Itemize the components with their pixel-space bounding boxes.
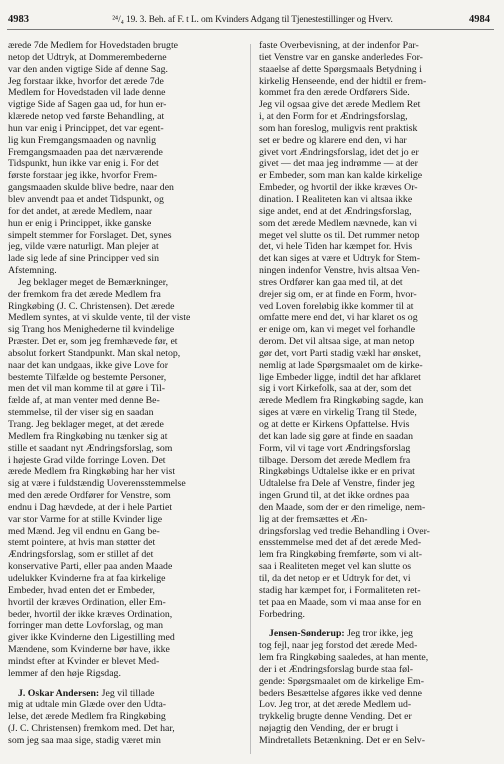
line-text: kirkelig Henseende, end der hidtil er frem- bbox=[259, 75, 427, 87]
text-line bbox=[259, 182, 497, 194]
text-line bbox=[259, 688, 497, 700]
line-text: Fremgangsmaaden paa det nærværende bbox=[8, 146, 163, 158]
right-paragraph-1 bbox=[259, 40, 497, 620]
text-line bbox=[259, 312, 497, 324]
text-line bbox=[8, 265, 246, 277]
line-text: givet vort Ændringsforslag, idet det jo er bbox=[259, 146, 419, 158]
line-text: tet paa en Maade, som vi maa anse for en bbox=[259, 596, 422, 608]
text-line bbox=[259, 537, 497, 549]
line-text: stille et saadant nyt Ændringsforslag, som bbox=[8, 442, 173, 454]
line-text: nemlig at lade Spørgsmaalet om de kirke- bbox=[259, 359, 423, 371]
text-line bbox=[8, 87, 246, 99]
text-line bbox=[259, 549, 497, 561]
text-line bbox=[259, 324, 497, 336]
line-text: ingen Grund til, at det ikke ordnes paa bbox=[259, 490, 410, 502]
text-line bbox=[8, 111, 246, 123]
line-text: tilbage. Dersom det ærede Medlem fra bbox=[259, 454, 411, 466]
line-text: staaelse af dette Spørgsmaals Betydning i bbox=[259, 63, 422, 75]
line-text: jeg, vilde være naturligt. Man plejer at bbox=[8, 241, 159, 253]
header-rule bbox=[7, 29, 494, 30]
line-text: beders Besættelse afgøres ikke ved denne bbox=[259, 687, 422, 699]
text-line bbox=[259, 170, 497, 182]
line-text: Medlem syntes, at vi skulde vente, til der viste bbox=[8, 312, 191, 324]
page-number-left: 4983 bbox=[8, 14, 29, 25]
line-text: dination. I Realiteten kan vi altsaa ikke bbox=[259, 193, 413, 205]
text-line bbox=[8, 158, 246, 170]
line-text: Embeder, hvad enten det er Embeder, bbox=[8, 584, 155, 596]
text-line bbox=[259, 147, 497, 159]
line-text: sig i vort Kirkefolk, saa at der, som det bbox=[259, 383, 412, 395]
line-text: Lov. Jeg tror, at det ærede Medlem ud- bbox=[259, 699, 412, 711]
line-text: som det ærede Medlem nævnede, kan vi bbox=[259, 217, 418, 229]
line-text: fælde af, at man venter med denne Be- bbox=[8, 395, 160, 407]
running-title: ²⁴/₄ 19. 3. Beh. af F. t L. om Kvinders Adgang til Tjenestestillinger og Hverv. bbox=[112, 15, 393, 25]
line-text: var den anden vigtige Side af denne Sag. bbox=[8, 63, 168, 75]
text-line bbox=[259, 336, 497, 348]
text-line bbox=[8, 395, 246, 407]
text-line bbox=[259, 253, 497, 265]
text-line bbox=[259, 407, 497, 419]
line-text: absolut forkert Standpunkt. Man skal netop, bbox=[8, 347, 181, 359]
text-line bbox=[8, 135, 246, 147]
text-line bbox=[259, 478, 497, 490]
text-line bbox=[259, 597, 497, 609]
line-text: sige andet, end at det Ændringsforslag, bbox=[259, 205, 412, 217]
text-line bbox=[8, 123, 246, 135]
text-line bbox=[8, 620, 246, 632]
left-column bbox=[8, 40, 246, 747]
text-line bbox=[259, 123, 497, 135]
line-text: Udtalelse fra Dele af Venstre, finder jeg bbox=[259, 478, 415, 490]
line-text: naar det kan undgaas, ikke give Love for bbox=[8, 359, 168, 371]
line-text: Medlem for Hovedstaden vil lade denne bbox=[8, 87, 166, 99]
line-text: Mændene, som Kvinderne bør have, ikke bbox=[8, 644, 170, 656]
line-text: Præster. Det er, som jeg fremhævede før, et bbox=[8, 336, 178, 348]
text-line bbox=[259, 194, 497, 206]
text-line bbox=[259, 723, 497, 735]
text-line bbox=[259, 526, 497, 538]
line-text: lem fra Ringkøbing fremførte, som vi alt- bbox=[259, 549, 422, 561]
line-text: lemmer af den høje Rigsdag. bbox=[8, 667, 121, 679]
text-line bbox=[259, 360, 497, 372]
line-text: Medlem fra Ringkøbing nu tænker sig at bbox=[8, 430, 168, 442]
text-line bbox=[8, 277, 246, 289]
line-text: meget vel slutte os til. Det rummer netop bbox=[259, 229, 420, 241]
text-line bbox=[8, 289, 246, 301]
line-text: siges at være en virkelig Trang til Stede, bbox=[259, 407, 417, 419]
line-text: ensstemmelse med det af det ærede Med- bbox=[259, 537, 422, 549]
line-text: for det andet, at ærede Medlem, naar bbox=[8, 205, 153, 217]
text-line bbox=[259, 372, 497, 384]
text-line bbox=[259, 135, 497, 147]
text-line bbox=[259, 628, 497, 640]
text-line bbox=[8, 372, 246, 384]
line-text: Jeg vil ogsaa give det ærede Medlem Ret bbox=[259, 99, 421, 111]
line-text: dringsforslag ved tredie Behandling i Over- bbox=[259, 525, 430, 537]
line-text: trykkelig brugte denne Vending. Det er bbox=[259, 711, 412, 723]
line-text: kommet fra den ærede Ordførers Side. bbox=[259, 87, 410, 99]
text-line bbox=[8, 76, 246, 88]
text-line bbox=[8, 632, 246, 644]
text-line bbox=[259, 383, 497, 395]
line-text: Trang. Jeg beklager meget, at det ærede bbox=[8, 419, 164, 430]
line-text: Jeg vil tillade bbox=[99, 687, 155, 699]
line-text: der i et Ændringsforslag burde staa føl- bbox=[259, 663, 413, 675]
line-text: Ringkøbings Udtalelse ikke er en privat bbox=[259, 466, 415, 478]
text-line bbox=[8, 170, 246, 182]
text-line bbox=[259, 585, 497, 597]
line-text: lelse, det ærede Medlem fra Ringkøbing bbox=[8, 711, 166, 723]
line-text: tiet Venstre var en ganske anderledes For- bbox=[259, 51, 423, 63]
text-line bbox=[8, 64, 246, 76]
text-line bbox=[259, 87, 497, 99]
line-text: det kan siges at være et Udtryk for Stem- bbox=[259, 253, 421, 265]
text-line bbox=[8, 656, 246, 668]
text-line bbox=[259, 466, 497, 478]
line-text: som han foreslog, muligvis rent praktisk bbox=[259, 122, 418, 134]
text-line bbox=[8, 514, 246, 526]
page-number-right: 4984 bbox=[469, 14, 490, 25]
line-text: Ringkøbing (J. C. Christensen). Det ærede bbox=[8, 300, 175, 312]
line-text: vigtige Side af Sagen gaa ud, for hun er- bbox=[8, 99, 167, 111]
line-text: stres Ordfører kan gaa med til, at det bbox=[259, 276, 403, 288]
text-line bbox=[8, 40, 246, 52]
line-text: lige Embeder ligge, indtil det har afklaret bbox=[259, 371, 421, 383]
text-line bbox=[8, 585, 246, 597]
line-text: det kan lade sig gøre at finde en saadan bbox=[259, 430, 413, 442]
line-text: men det vil man komme til at gøre i Til- bbox=[8, 383, 166, 395]
line-text: mig at udtale min Glæde over den Udta- bbox=[8, 699, 167, 711]
text-line bbox=[8, 711, 246, 723]
text-line bbox=[8, 99, 246, 111]
line-text: faste Overbevisning, at der indenfor Par- bbox=[259, 40, 419, 51]
line-text: ærede Medlem fra Ringkøbing har her vist bbox=[8, 466, 176, 478]
text-line bbox=[8, 526, 246, 538]
line-text: Jeg forstaar ikke, hvorfor det ærede 7de bbox=[8, 75, 164, 87]
text-line bbox=[8, 735, 246, 747]
line-text: gangsmaaden skulde blive bedre, naar den bbox=[8, 182, 174, 194]
line-text: lem fra Ringkøbing saaledes, at han mente, bbox=[259, 652, 429, 664]
text-line bbox=[259, 64, 497, 76]
text-line bbox=[8, 312, 246, 324]
text-line bbox=[8, 609, 246, 621]
text-line bbox=[259, 289, 497, 301]
line-text: drejer sig om, er at finde en Form, hvor- bbox=[259, 288, 417, 300]
text-line bbox=[259, 99, 497, 111]
line-text: set er bedre og klarere end den, vi har bbox=[259, 134, 407, 146]
left-paragraph-3 bbox=[8, 688, 246, 747]
left-paragraph-1 bbox=[8, 40, 246, 277]
line-text: Mindretallets Betænkning. Det er en Selv- bbox=[259, 734, 425, 746]
line-text: lade sig lede af sine Principper ved sin bbox=[8, 253, 159, 265]
line-text: omfatte mere end det, vi har klaret os og bbox=[259, 312, 418, 324]
line-text: hvortil der kræves Ordination, eller Em- bbox=[8, 596, 166, 608]
line-text: tog fejl, naar jeg forstod det ærede Med- bbox=[259, 640, 418, 652]
text-line bbox=[8, 490, 246, 502]
text-line bbox=[8, 668, 246, 680]
text-line bbox=[8, 230, 246, 242]
text-line bbox=[8, 537, 246, 549]
line-text: Jeg tror ikke, jeg bbox=[344, 628, 413, 640]
text-line bbox=[8, 455, 246, 467]
text-line bbox=[259, 443, 497, 455]
line-text: Ændringsforslag, som er stillet af det bbox=[8, 549, 154, 561]
page-header bbox=[0, 12, 504, 28]
text-line bbox=[259, 676, 497, 688]
line-text: første forstaar jeg ikke, hvorfor Frem- bbox=[8, 170, 158, 182]
text-line bbox=[8, 723, 246, 735]
text-line bbox=[8, 431, 246, 443]
text-line bbox=[8, 644, 246, 656]
text-line bbox=[8, 241, 246, 253]
text-line bbox=[259, 52, 497, 64]
line-text: med den ærede Ordfører for Venstre, som bbox=[8, 490, 171, 502]
text-line bbox=[259, 652, 497, 664]
line-text: klærede netop ved første Behandling, at bbox=[8, 111, 165, 123]
text-line bbox=[8, 478, 246, 490]
line-text: stemmelse, til der viser sig en saadan bbox=[8, 407, 154, 419]
line-text: hun var enig i Princippet, det var egent- bbox=[8, 122, 164, 134]
line-text: Forbedring. bbox=[259, 608, 305, 620]
line-text: mindst efter at Kvinder er blevet Med- bbox=[8, 655, 160, 667]
line-text: sig Trang hos Menighederne til kvindelige bbox=[8, 324, 175, 336]
text-line bbox=[259, 711, 497, 723]
text-line bbox=[8, 573, 246, 585]
right-column bbox=[259, 40, 497, 747]
line-text: den Maade, som der er den rimelige, nem- bbox=[259, 501, 426, 513]
text-line bbox=[8, 253, 246, 265]
text-line bbox=[8, 52, 246, 64]
text-line bbox=[259, 699, 497, 711]
right-paragraph-2 bbox=[259, 628, 497, 746]
text-line bbox=[8, 147, 246, 159]
line-text: var stor Varme for at stille Kvinder lige bbox=[8, 513, 163, 525]
line-text: bestemte Tilfælde og bestemte Personer, bbox=[8, 371, 167, 383]
text-line bbox=[259, 395, 497, 407]
text-line bbox=[259, 609, 497, 621]
text-line bbox=[8, 597, 246, 609]
text-line bbox=[259, 301, 497, 313]
line-text: ærede Medlem fra Ringkøbing sagde, kan bbox=[259, 395, 424, 407]
text-line bbox=[259, 76, 497, 88]
line-text: er Embeder, som man kan kalde kirkelige bbox=[259, 170, 423, 182]
text-line bbox=[8, 360, 246, 372]
line-text: er enige om, kan vi meget vel forhandle bbox=[259, 324, 416, 336]
line-text: lig kun Fremgangsmaaden og navnlig bbox=[8, 134, 157, 146]
text-line bbox=[259, 573, 497, 585]
line-text: ningen indenfor Venstre, hvis altsaa Ven- bbox=[259, 265, 420, 277]
line-text: givet — det maa jeg indrømme — at der bbox=[259, 158, 418, 170]
text-line bbox=[259, 265, 497, 277]
text-line bbox=[259, 230, 497, 242]
text-line bbox=[8, 324, 246, 336]
line-text: lig at der fremsættes et Æn- bbox=[259, 513, 368, 525]
text-line bbox=[259, 348, 497, 360]
text-line bbox=[259, 490, 497, 502]
text-line bbox=[8, 218, 246, 230]
line-text: Embeder, og hvortil der ikke kræves Or- bbox=[259, 182, 418, 194]
line-text: som jeg saa maa sige, stadig været min bbox=[8, 734, 161, 746]
text-line bbox=[8, 699, 246, 711]
line-text: det, vi hele Tiden har kæmpet for. Hvis bbox=[259, 241, 413, 253]
text-line bbox=[259, 664, 497, 676]
line-text: gør det, vort Parti stadig vækl har ønsket, bbox=[259, 347, 421, 359]
text-line bbox=[259, 735, 497, 747]
text-line bbox=[8, 466, 246, 478]
text-line bbox=[8, 194, 246, 206]
text-line bbox=[259, 40, 497, 52]
line-text: i højeste Grad vilde forringe Loven. Det bbox=[8, 454, 166, 466]
line-text: konservative Parti, eller paa anden Maade bbox=[8, 561, 173, 573]
text-line bbox=[259, 158, 497, 170]
text-line bbox=[8, 336, 246, 348]
text-line bbox=[259, 431, 497, 443]
line-text: simpelt stemmer for Forslaget. Det, synes bbox=[8, 229, 172, 241]
line-text: der fremkom fra det ærede Medlem fra bbox=[8, 288, 161, 300]
speaker-gap bbox=[259, 620, 497, 628]
text-line bbox=[8, 443, 246, 455]
line-text: til, da det netop er et Udtryk for det, vi bbox=[259, 572, 411, 584]
line-text: ærede 7de Medlem for Hovedstaden brugte bbox=[8, 40, 179, 51]
line-text: giver ikke Kvinderne den Ligestilling med bbox=[8, 632, 175, 644]
text-line bbox=[8, 206, 246, 218]
line-text: stemt pointere, at hvis man støtter det bbox=[8, 537, 156, 549]
speaker-name: Jensen-Sønderup: bbox=[269, 628, 345, 640]
line-text: derom. Det vil altsaa sige, at man netop bbox=[259, 336, 415, 348]
line-text: sig at være i fuldstændig Uoverensstemmelse bbox=[8, 478, 186, 490]
text-line bbox=[8, 419, 246, 431]
text-line bbox=[259, 277, 497, 289]
speaker-name: J. Oskar Andersen: bbox=[18, 687, 100, 699]
line-text: nøjagtig den Vending, der er brugt i bbox=[259, 723, 399, 735]
line-text: saa i Realiteten meget vel kan slutte os bbox=[259, 561, 412, 573]
speaker-gap bbox=[8, 680, 246, 688]
line-text: ved Loven foreløbig ikke kommer til at bbox=[259, 300, 414, 312]
left-paragraph-2 bbox=[8, 277, 246, 680]
text-line bbox=[259, 241, 497, 253]
text-line bbox=[259, 514, 497, 526]
line-text: Form, vil vi tage vort Ændringsforslag bbox=[259, 442, 411, 454]
text-line bbox=[8, 502, 246, 514]
text-line bbox=[8, 182, 246, 194]
text-line bbox=[259, 419, 497, 431]
line-text: gende: Spørgsmaalet om de kirkelige Em- bbox=[259, 675, 424, 687]
text-line bbox=[259, 206, 497, 218]
text-line bbox=[8, 688, 246, 700]
text-line bbox=[8, 561, 246, 573]
line-text: stadig har kæmpet for, i Formaliteten ret- bbox=[259, 584, 421, 596]
line-text: beder, hvortil der ikke kræves Ordination, bbox=[8, 608, 173, 620]
line-text: i, at den Form for et Ændringsforslag, bbox=[259, 111, 408, 123]
line-text: og at dette er Kirkens Opfattelse. Hvis bbox=[259, 419, 410, 430]
text-line bbox=[259, 502, 497, 514]
text-line bbox=[8, 549, 246, 561]
line-text: hun er enig i Princippet, ikke ganske bbox=[8, 217, 152, 229]
text-line bbox=[259, 640, 497, 652]
text-line bbox=[259, 111, 497, 123]
line-text: Afstemning. bbox=[8, 265, 57, 277]
line-text: endnu i Dag hævdede, at der i hele Partiet bbox=[8, 501, 173, 513]
line-text: Jeg beklager meget de Bemærkninger, bbox=[18, 276, 169, 288]
line-text: udelukker Kvinderne fra at faa kirkelige bbox=[8, 572, 166, 584]
text-line bbox=[8, 301, 246, 313]
text-line bbox=[259, 218, 497, 230]
text-line bbox=[259, 561, 497, 573]
line-text: forringer man dette Lovforslag, og man bbox=[8, 620, 164, 632]
text-line bbox=[8, 383, 246, 395]
column-divider bbox=[250, 44, 251, 754]
line-text: med Mænd. Jeg vil endnu en Gang be- bbox=[8, 525, 160, 537]
line-text: Tidspunkt, hun ikke var enig i. For det bbox=[8, 158, 159, 170]
line-text: netop det Udtryk, at Dommerembederne bbox=[8, 51, 167, 63]
text-line bbox=[8, 348, 246, 360]
line-text: blev anvendt paa et andet Tidspunkt, og bbox=[8, 193, 164, 205]
text-line bbox=[8, 407, 246, 419]
text-line bbox=[259, 455, 497, 467]
line-text: (J. C. Christensen) fremkom med. Det har, bbox=[8, 723, 175, 735]
